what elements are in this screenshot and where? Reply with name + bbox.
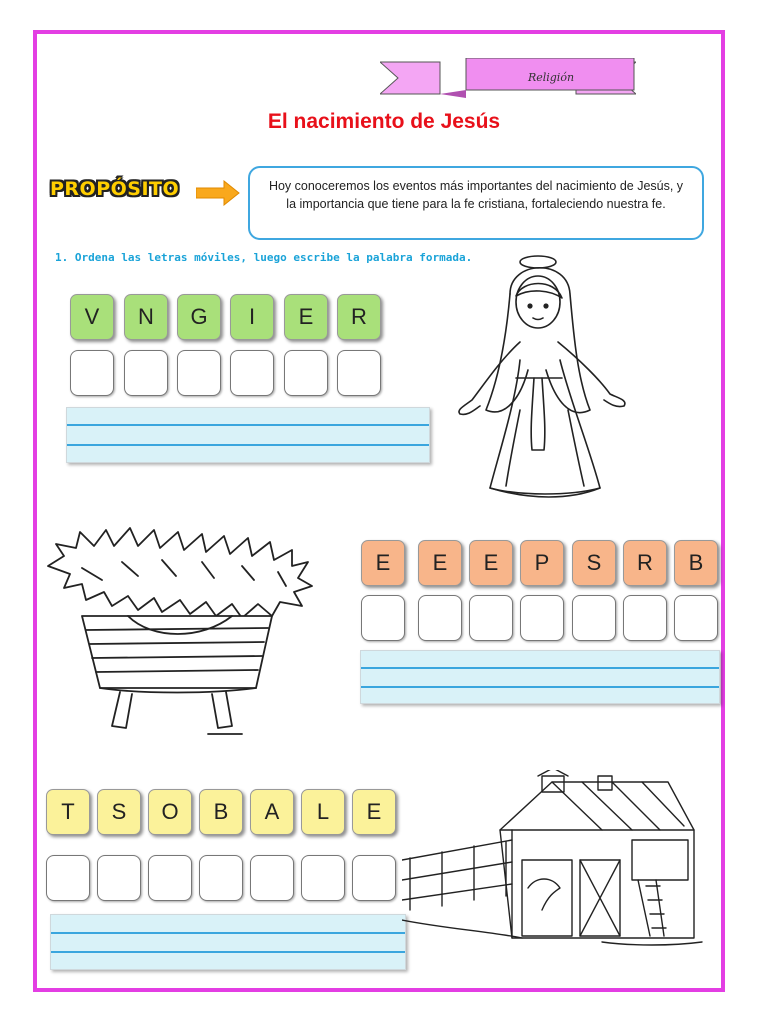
writing-lines[interactable] (50, 914, 406, 970)
answer-box[interactable] (337, 350, 381, 396)
answer-box[interactable] (70, 350, 114, 396)
answer-box[interactable] (284, 350, 328, 396)
letter-tile[interactable]: S (572, 540, 616, 586)
instruction-text: 1. Ordena las letras móviles, luego escribe la palabra formada. (55, 251, 473, 264)
letter-tile[interactable]: B (674, 540, 718, 586)
virgin-mary-illustration (450, 250, 640, 508)
answer-box[interactable] (674, 595, 718, 641)
answer-box[interactable] (46, 855, 90, 901)
answer-box[interactable] (520, 595, 564, 641)
answer-box[interactable] (148, 855, 192, 901)
letter-tile[interactable]: R (337, 294, 381, 340)
answer-box[interactable] (418, 595, 462, 641)
writing-lines[interactable] (360, 650, 720, 704)
letter-tile[interactable]: S (97, 789, 141, 835)
purpose-badge: PROPÓSITO (50, 178, 180, 200)
purpose-text-box: Hoy conoceremos los eventos más importantes del nacimiento de Jesús, y la importancia que tiene para la fe cristiana, fortaleciendo nuestra fe. (248, 166, 704, 240)
letter-tile[interactable]: I (230, 294, 274, 340)
arrow-right-icon (196, 180, 240, 206)
answer-box[interactable] (361, 595, 405, 641)
letter-tile[interactable]: A (250, 789, 294, 835)
answer-box[interactable] (97, 855, 141, 901)
letter-tile[interactable]: L (301, 789, 345, 835)
answer-box[interactable] (623, 595, 667, 641)
letter-tile[interactable]: O (148, 789, 192, 835)
letter-tile[interactable]: T (46, 789, 90, 835)
answer-box[interactable] (124, 350, 168, 396)
letter-tile[interactable]: E (284, 294, 328, 340)
letter-tile[interactable]: E (418, 540, 462, 586)
manger-illustration (42, 520, 318, 740)
subject-label: Religión (527, 71, 575, 84)
answer-box[interactable] (230, 350, 274, 396)
letter-tile[interactable]: N (124, 294, 168, 340)
answer-box[interactable] (250, 855, 294, 901)
stable-illustration (402, 770, 708, 950)
answer-box[interactable] (352, 855, 396, 901)
page-title: El nacimiento de Jesús (267, 110, 501, 133)
answer-box[interactable] (177, 350, 221, 396)
answer-box[interactable] (469, 595, 513, 641)
writing-lines[interactable] (66, 407, 430, 463)
letter-tile[interactable]: B (199, 789, 243, 835)
letter-tile[interactable]: E (361, 540, 405, 586)
letter-tile[interactable]: G (177, 294, 221, 340)
answer-box[interactable] (301, 855, 345, 901)
letter-tile[interactable]: E (469, 540, 513, 586)
letter-tile[interactable]: E (352, 789, 396, 835)
letter-tile[interactable]: P (520, 540, 564, 586)
letter-tile[interactable]: R (623, 540, 667, 586)
answer-box[interactable] (199, 855, 243, 901)
letter-tile[interactable]: V (70, 294, 114, 340)
answer-box[interactable] (572, 595, 616, 641)
